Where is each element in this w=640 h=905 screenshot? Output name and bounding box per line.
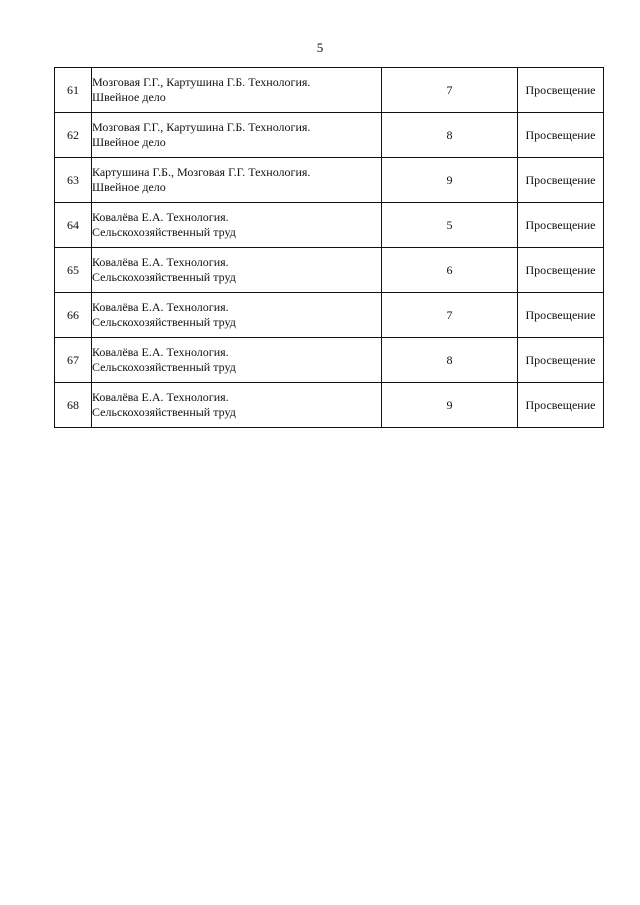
book-title — [92, 338, 382, 383]
grade: 9 — [382, 383, 518, 428]
row-number: 66 — [55, 293, 92, 338]
book-title — [92, 248, 382, 293]
table-row — [55, 203, 604, 248]
book-title-line1: Ковалёва Е.А. Технология. — [92, 345, 229, 359]
book-title-line1: Ковалёва Е.А. Технология. — [92, 210, 229, 224]
grade: 9 — [382, 158, 518, 203]
table-row — [55, 68, 604, 113]
row-number: 63 — [55, 158, 92, 203]
page-number: 5 — [316, 40, 324, 55]
book-title — [92, 68, 382, 113]
grade: 8 — [382, 338, 518, 383]
grade: 7 — [382, 293, 518, 338]
table-row — [55, 338, 604, 383]
publisher: Просвещение — [518, 248, 604, 293]
book-title-line1: Ковалёва Е.А. Технология. — [92, 300, 229, 314]
publisher: Просвещение — [518, 293, 604, 338]
book-title — [92, 383, 382, 428]
row-number: 62 — [55, 113, 92, 158]
book-title-line2: Сельскохозяйственный труд — [92, 315, 236, 329]
book-title-line2: Сельскохозяйственный труд — [92, 405, 236, 419]
book-title — [92, 293, 382, 338]
book-title-line2: Швейное дело — [92, 135, 166, 149]
book-title-line1: Ковалёва Е.А. Технология. — [92, 255, 229, 269]
publisher: Просвещение — [518, 158, 604, 203]
book-title-line2: Швейное дело — [92, 180, 166, 194]
book-title-line1: Ковалёва Е.А. Технология. — [92, 390, 229, 404]
row-number: 68 — [55, 383, 92, 428]
book-title-line2: Сельскохозяйственный труд — [92, 270, 236, 284]
book-title-line2: Швейное дело — [92, 90, 166, 104]
row-number: 67 — [55, 338, 92, 383]
book-title — [92, 158, 382, 203]
grade: 7 — [382, 68, 518, 113]
table-row — [55, 158, 604, 203]
grade: 6 — [382, 248, 518, 293]
grade: 5 — [382, 203, 518, 248]
publisher: Просвещение — [518, 338, 604, 383]
publisher: Просвещение — [518, 68, 604, 113]
book-title-line2: Сельскохозяйственный труд — [92, 360, 236, 374]
table-row — [55, 383, 604, 428]
publisher: Просвещение — [518, 383, 604, 428]
row-number: 61 — [55, 68, 92, 113]
book-title-line1: Мозговая Г.Г., Картушина Г.Б. Технология. — [92, 120, 311, 134]
book-title-line1: Мозговая Г.Г., Картушина Г.Б. Технология. — [92, 75, 311, 89]
row-number: 65 — [55, 248, 92, 293]
row-number: 64 — [55, 203, 92, 248]
book-title-line2: Сельскохозяйственный труд — [92, 225, 236, 239]
book-title-line1: Картушина Г.Б., Мозговая Г.Г. Технология. — [92, 165, 311, 179]
publisher: Просвещение — [518, 113, 604, 158]
table-row — [55, 113, 604, 158]
book-title — [92, 203, 382, 248]
table-row — [55, 248, 604, 293]
table-row — [55, 293, 604, 338]
publisher: Просвещение — [518, 203, 604, 248]
textbook-table — [54, 67, 604, 428]
grade: 8 — [382, 113, 518, 158]
book-title — [92, 113, 382, 158]
